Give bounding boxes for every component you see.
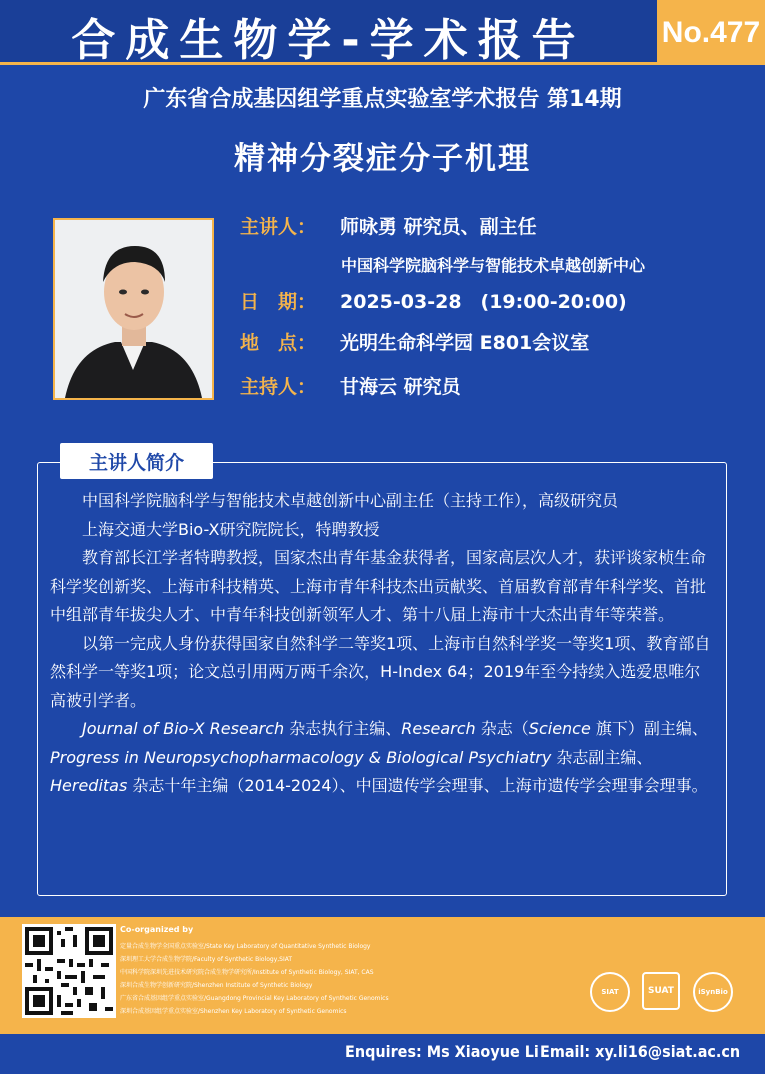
bio-text-span: 杂志执行主编、 xyxy=(284,719,402,738)
co-organizer-item: 深圳合成生物学创新研究院/Shenzhen Institute of Synthetic Biology xyxy=(120,982,313,989)
page-title: 合成生物学-学术报告 xyxy=(71,15,586,66)
speaker-label: 主讲人： xyxy=(240,216,317,238)
host-row xyxy=(240,372,461,399)
talk-title: 精神分裂症分子机理 xyxy=(234,141,531,177)
bio-text-span: 旗下）副主编、 xyxy=(590,719,708,738)
bio-tab: 主讲人简介 xyxy=(60,443,213,479)
co-organizer-item: 定量合成生物学全国重点实验室/State Key Laboratory of Quantitative Synthetic Biology xyxy=(120,943,371,950)
journal-name: Science xyxy=(528,719,591,738)
date-row xyxy=(240,287,627,314)
journal-name: Journal of Bio-X Research xyxy=(82,719,285,738)
bio-paragraph xyxy=(50,715,715,801)
enquires-text: Enquires: Ms Xiaoyue Li xyxy=(345,1042,539,1061)
co-organizer-item: 深圳合成基因组学重点实验室/Shenzhen Key Laboratory of Synthetic Genomics xyxy=(120,1008,347,1015)
bio-paragraph: 中国科学院脑科学与智能技术卓越创新中心副主任（主持工作），高级研究员 xyxy=(82,491,619,510)
qr-code-icon[interactable] xyxy=(22,924,116,1018)
co-organizer-item: 中国科学院深圳先进技术研究院合成生物学研究所/Institute of Synthetic Biology, SIAT, CAS xyxy=(120,969,374,976)
date-label: 日 期： xyxy=(240,291,317,313)
isynbio-logo-icon: iSynBio xyxy=(693,972,733,1012)
journal-name: Progress in Neuropsychopharmacology & Biological Psychiatry xyxy=(50,747,552,767)
speaker-affiliation: 中国科学院脑科学与智能技术卓越创新中心 xyxy=(341,256,646,275)
siat-logo-icon: SIAT xyxy=(590,972,630,1012)
location-row xyxy=(240,328,589,355)
issue-badge: No.477 xyxy=(657,0,765,65)
email-text[interactable]: Email: xy.li16@siat.ac.cn xyxy=(540,1042,741,1061)
bio-text-span: 杂志（ xyxy=(475,719,529,738)
co-organized-title: Co-organized by xyxy=(120,925,194,934)
host-label: 主持人： xyxy=(240,376,317,398)
bio-paragraph: 上海交通大学Bio-X研究院院长，特聘教授 xyxy=(82,519,380,539)
co-organizer-item: 广东省合成基因组学重点实验室/Guangdong Provincial Key Laboratory of Synthetic Genomics xyxy=(120,995,389,1002)
speaker-row xyxy=(240,212,537,239)
journal-name: Hereditas xyxy=(50,776,128,795)
bio-paragraph: 以第一完成人身份获得国家自然科学二等奖1项、上海市自然科学奖一等奖1项、教育部自然科学一等奖1项；论文总引用两万两千余次，H-Index 64；2019年至今持续入选爱思唯尔高被引学者。 xyxy=(50,633,711,710)
subtitle: 广东省合成基因组学重点实验室学术报告 第14期 xyxy=(143,87,622,112)
host-value: 甘海云 研究员 xyxy=(340,376,461,398)
bio-text-span: 杂志副主编、 xyxy=(551,747,653,767)
journal-name: Research xyxy=(401,719,476,738)
bio-text xyxy=(50,487,715,801)
speaker-value: 师咏勇 研究员、副主任 xyxy=(340,216,537,238)
speaker-photo xyxy=(53,218,214,400)
co-organizer-item: 深圳理工大学合成生物学院/Faculty of Synthetic Biology,SIAT xyxy=(120,956,293,963)
bio-paragraph: 教育部长江学者特聘教授，国家杰出青年基金获得者，国家高层次人才，获评谈家桢生命科学奖创新奖、上海市科技精英、上海市青年科技杰出贡献奖、首届教育部青年科学奖、首批中组部青年拔尖人才、中青年科技创新领军人才、第十八届上海市十大杰出青年等荣誉。 xyxy=(50,548,707,624)
date-value: 2025-03-28 (19:00-20:00) xyxy=(340,291,627,313)
location-value: 光明生命科学园 E801会议室 xyxy=(340,332,590,354)
suat-logo-icon: SUAT xyxy=(642,972,680,1010)
location-label: 地 点： xyxy=(240,332,317,354)
bio-text-span: 杂志十年主编（2014-2024）、中国遗传学会理事、上海市遗传学会理事会理事。 xyxy=(127,776,708,795)
